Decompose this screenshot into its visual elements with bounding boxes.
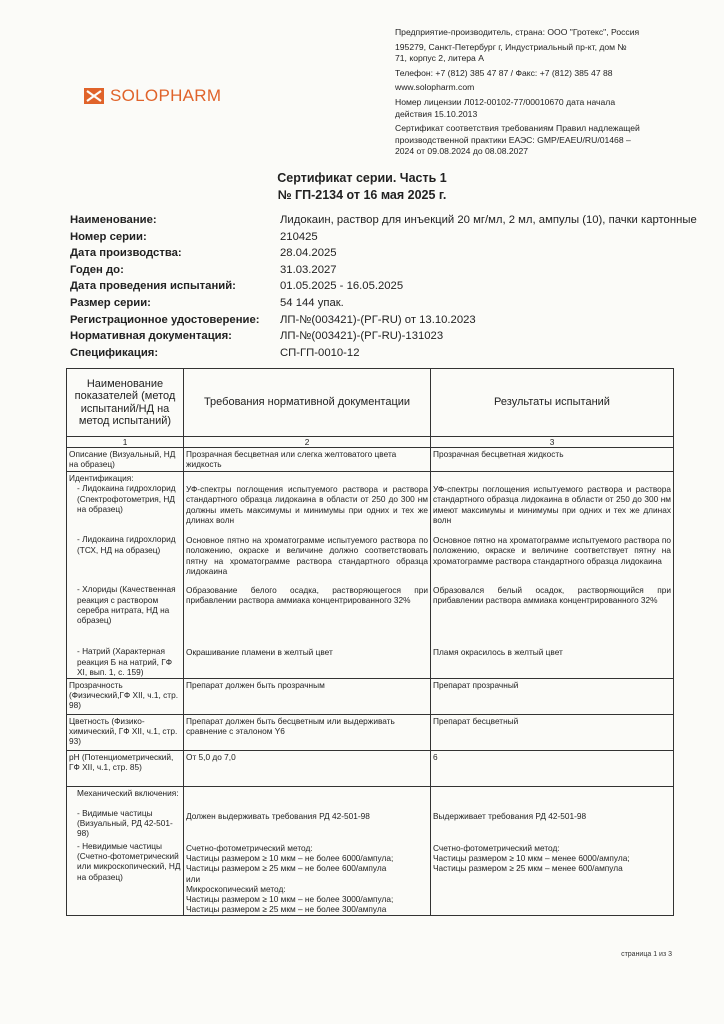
test-result: Пламя окрасилось в желтый цвет (433, 647, 563, 658)
requirement-line: или (186, 873, 201, 884)
company-line: производственной практики ЕАЭС: GMP/EAEU/RU/01468 – (395, 134, 631, 145)
field-row (70, 328, 697, 345)
table-row (67, 751, 674, 787)
field-label: Спецификация: (70, 346, 159, 359)
column-header: Наименование показателей (метод испытаний/НД на метод испытаний) (67, 369, 184, 437)
test-requirement: Образование белого осадка, растворяющегося при прибавлении раствора аммиака концентрированного 32% (186, 585, 428, 606)
field-row (70, 278, 697, 295)
field-label: Годен до: (70, 263, 124, 276)
certificate-title: Сертификат серии. Часть 1 (277, 171, 447, 185)
table-row (67, 715, 674, 751)
test-result: Препарат бесцветный (431, 715, 674, 751)
field-row (70, 345, 697, 362)
field-value: 28.04.2025 (280, 247, 337, 260)
result-line: Частицы размером ≥ 25 мкм – менее 600/ампула (433, 863, 623, 874)
field-value: ЛП-№(003421)-(РГ-RU)-131023 (280, 330, 444, 343)
requirement-line: Частицы размером ≥ 25 мкм – не более 300/ампула (186, 904, 387, 915)
column-header: Требования нормативной документации (184, 369, 431, 437)
field-label: Регистрационное удостоверение: (70, 313, 260, 326)
solopharm-logo-icon (84, 88, 104, 104)
test-result: Препарат прозрачный (431, 679, 674, 715)
test-requirement: От 5,0 до 7,0 (184, 751, 431, 787)
column-number: 1 (67, 437, 184, 448)
company-line: 71, корпус 2, литера А (395, 53, 484, 64)
test-result: Основное пятно на хроматограмме испытуемого раствора по положению, окраске и величине соответствует пятну на хроматограмме раствора стандартного образца лидокаина (433, 535, 671, 566)
result-line: Частицы размером ≥ 10 мкм – менее 6000/ампула; (433, 853, 630, 864)
requirement-line: Частицы размером ≥ 10 мкм – не более 6000/ампула; (186, 853, 394, 864)
company-line: Предприятие-производитель, страна: ООО "Гротекс", Россия (395, 27, 640, 37)
certificate-number: № ГП-2134 от 16 мая 2025 г. (277, 188, 447, 202)
field-value: 01.05.2025 - 16.05.2025 (280, 280, 404, 293)
test-result: 6 (431, 751, 674, 787)
column-number: 3 (431, 437, 674, 448)
requirement-line: Частицы размером ≥ 25 мкм – не более 600/ампула (186, 863, 387, 874)
test-requirement: Прозрачная бесцветная или слегка желтоватого цвета жидкость (184, 448, 431, 472)
test-result: Выдерживает требования РД 42-501-98 (433, 811, 587, 822)
test-name: - Натрий (Характерная реакция Б на натрий, ГФ XI, вып. 1, с. 159) (77, 646, 173, 677)
company-line: действия 15.10.2013 (395, 108, 478, 119)
field-label: Дата производства: (70, 247, 182, 260)
column-number-row (67, 437, 674, 448)
test-name: - Невидимые частицы (Счетно-фотометрический или микроскопический, НД на образец) (77, 841, 181, 882)
field-value: 31.03.2027 (280, 263, 337, 276)
brand-name: SOLOPHARM (110, 86, 222, 105)
company-line: www.solopharm.com (395, 82, 475, 93)
test-requirement: УФ-спектры поглощения испытуемого раствора и раствора стандартного образца лидокаина в области от 250 до 300 нм должны иметь максимумы и минимумы при одних и тех же длинах волн (186, 484, 428, 525)
field-row (70, 295, 697, 312)
test-result: УФ-спектры поглощения испытуемого раствора и раствора стандартного образца лидокаина в области от 250 до 300 нм имеют максимумы и минимумы при одних и тех же длинах волн (433, 484, 671, 525)
requirement-line: Микроскопический метод: (186, 883, 286, 894)
test-requirement: Основное пятно на хроматограмме испытуемого раствора по положению, окраске и величине должно соответствовать пятну на хроматограмме раствора стандартного образца лидокаина (186, 535, 428, 576)
test-results-table (66, 368, 674, 916)
test-result: Прозрачная бесцветная жидкость (431, 448, 674, 472)
field-value: Лидокаин, раствор для инъекций 20 мг/мл, 2 мл, ампулы (10), пачки картонные (280, 214, 697, 226)
company-line: Сертификат соответствия требованиям Правил надлежащей (395, 123, 640, 134)
company-line: Номер лицензии Л012-00102-77/00010670 дата начала (395, 96, 616, 107)
field-label: Дата проведения испытаний: (70, 280, 236, 293)
test-name: Прозрачность (Физический,ГФ XII, ч.1, стр. 98) (67, 679, 184, 715)
field-value: 210425 (280, 230, 318, 243)
table-row (67, 787, 674, 916)
requirement-line: Счетно-фотометрический метод: (186, 843, 313, 854)
table-header-row (67, 369, 674, 437)
result-line: Счетно-фотометрический метод: (433, 843, 560, 854)
field-value: СП-ГП-0010-12 (280, 346, 360, 359)
test-requirement: Должен выдерживать требования РД 42-501-98 (186, 811, 370, 822)
page-number: страница 1 из 3 (621, 951, 672, 958)
field-row (70, 212, 697, 229)
column-header: Результаты испытаний (431, 369, 674, 437)
field-row (70, 245, 697, 262)
company-line: 2024 от 09.08.2024 до 08.08.2027 (395, 146, 529, 157)
table-row (67, 472, 674, 679)
field-row (70, 312, 697, 329)
field-label: Номер серии: (70, 230, 147, 243)
field-value: 54 144 упак. (280, 296, 344, 309)
test-requirement: Препарат должен быть прозрачным (184, 679, 431, 715)
section-heading: Механический включения: (77, 788, 179, 799)
column-number: 2 (184, 437, 431, 448)
field-label: Размер серии: (70, 296, 151, 309)
solopharm-logo (84, 86, 221, 106)
field-row (70, 262, 697, 279)
test-name: - Видимые частицы (Визуальный, РД 42-501-98) (77, 808, 173, 839)
test-name: - Хлориды (Качественная реакция с раствором серебра нитрата, НД на образец) (77, 584, 176, 626)
section-heading: Идентификация: (69, 473, 134, 484)
manufacturer-info (395, 27, 695, 158)
table-row (67, 448, 674, 472)
field-row (70, 229, 697, 246)
field-label: Нормативная документация: (70, 330, 232, 343)
company-line: Телефон: +7 (812) 385 47 87 / Факс: +7 (812) 385 47 88 (395, 67, 613, 78)
test-name: Описание (Визуальный, НД на образец) (67, 448, 184, 472)
company-line: 195279, Санкт-Петербург г, Индустриальный пр-кт, дом № (395, 41, 627, 52)
requirement-line: Частицы размером ≥ 10 мкм – не более 3000/ампула; (186, 894, 394, 905)
test-name: pH (Потенциометрический, ГФ XII, ч.1, стр. 85) (67, 751, 184, 787)
test-requirement: Препарат должен быть бесцветным или выдерживать сравнение с эталоном Y6 (184, 715, 431, 751)
test-name: - Лидокаина гидрохлорид (ТСХ, НД на образец) (77, 534, 176, 555)
test-result: Образовался белый осадок, растворяющийся при прибавлении раствора аммиака концентрированного 32% (433, 585, 671, 606)
field-label: Наименование: (70, 214, 157, 226)
product-fields (70, 212, 697, 361)
test-requirement: Окрашивание пламени в желтый цвет (186, 647, 333, 658)
table-row (67, 679, 674, 715)
field-value: ЛП-№(003421)-(РГ-RU) от 13.10.2023 (280, 313, 476, 326)
test-name: Цветность (Физико-химический, ГФ XII, ч.1, стр. 93) (67, 715, 184, 751)
test-name: - Лидокаина гидрохлорид (Спектрофотометрия, НД на образец) (77, 483, 176, 514)
